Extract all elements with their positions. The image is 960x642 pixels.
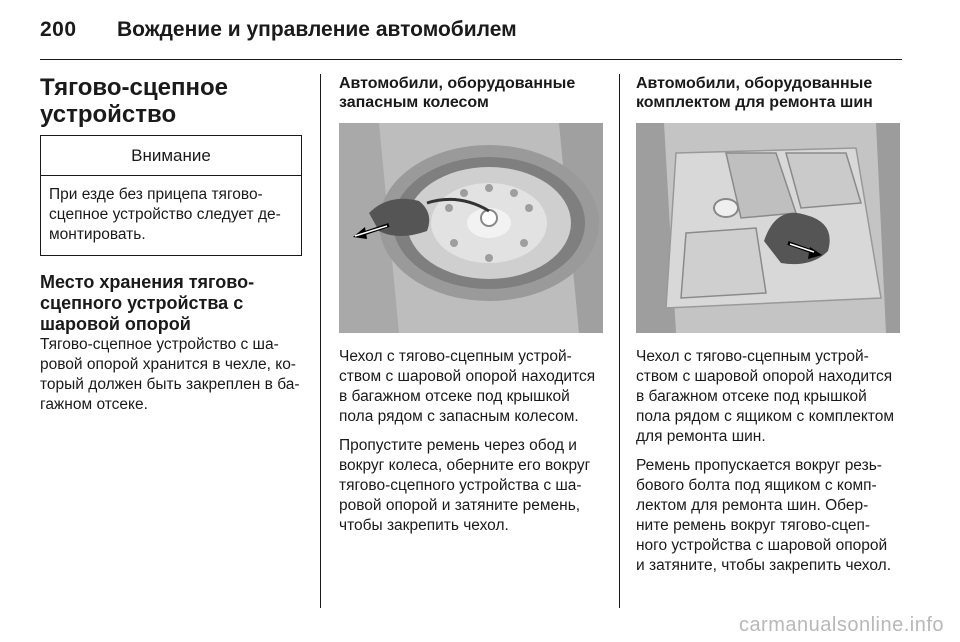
tyre-repair-kit-photo: [636, 123, 900, 333]
spare-wheel-paragraph-2: Пропустите ремень через обод и вокруг колеса, оберните его вокруг тягово-сцепного устройства с ша-ровой опорой и затяните ремень, чтобы закрепить чехол.: [339, 437, 591, 534]
repair-kit-title: Автомобили, оборудованные комплектом для ремонта шин: [636, 75, 873, 111]
spare-wheel-title: Автомобили, оборудованные запасным колесом: [339, 75, 576, 111]
warning-heading: Внимание: [41, 136, 301, 176]
column-divider-1: [320, 74, 321, 608]
warning-box: [40, 135, 302, 256]
spare-wheel-paragraph-1: Чехол с тягово-сцепным устрой-ством с шаровой опорой находится в багажном отсеке под крышкой пола рядом с запасным колесом.: [339, 348, 596, 425]
section-title: Тягово-сцепное устройство: [40, 74, 228, 128]
page-number: 200: [40, 18, 77, 41]
running-head: Вождение и управление автомобилем: [117, 18, 517, 41]
repair-kit-paragraph-1: Чехол с тягово-сцепным устрой-ством с шаровой опорой находится в багажном отсеке под крышкой пола рядом с ящиком с комплектом для ремонта шин.: [636, 348, 895, 445]
column-3: [636, 74, 900, 585]
watermark: carmanualsonline.info: [738, 614, 944, 636]
spare-wheel-photo: [339, 123, 603, 333]
storage-title: Место хранения тягово-сцепного устройства с шаровой опорой: [40, 272, 255, 334]
column-1: [40, 74, 302, 424]
header-rule: [40, 59, 902, 60]
column-divider-2: [619, 74, 620, 608]
storage-text: Тягово-сцепное устройство с ша-ровой опорой хранится в чехле, ко-торый должен быть закреплен в ба-гажном отсеке.: [40, 336, 300, 413]
warning-text: При езде без прицепа тягово-сцепное устройство следует де-монтировать.: [49, 186, 281, 243]
column-2: [339, 74, 603, 545]
repair-kit-paragraph-2: Ремень пропускается вокруг резь-бового болта под ящиком с комп-лектом для ремонта шин. Обер-ните ремень вокруг тягово-сцеп-ного устройства с шаровой опорой и затяните, чтобы закрепить чехол.: [636, 457, 892, 574]
